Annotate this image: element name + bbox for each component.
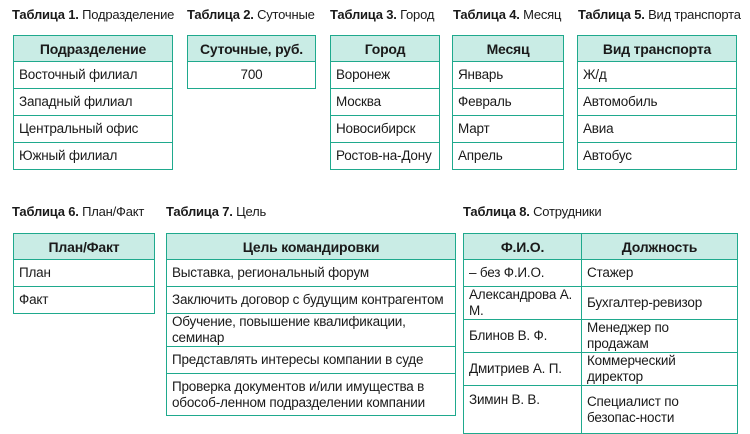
- caption-number: Таблица 6.: [12, 204, 79, 219]
- table-cell: Представлять интересы компании в суде: [167, 347, 456, 374]
- table-cell: Воронеж: [331, 62, 440, 89]
- table-cell: Заключить договор с будущим контрагентом: [167, 287, 456, 314]
- caption-name: Город: [400, 7, 435, 22]
- table-cell: Обучение, повышение квалификации, семинар: [167, 314, 456, 347]
- table-subdivision: [13, 35, 173, 170]
- table-per-diem: [187, 35, 316, 89]
- table-header-fio: Ф.И.О.: [464, 234, 582, 260]
- table-header-position: Должность: [582, 234, 738, 260]
- table-cell: Автобус: [578, 143, 737, 170]
- table-cell-fio: Дмитриев А. П.: [464, 353, 582, 386]
- table-row: [464, 260, 738, 287]
- table-header: Город: [331, 36, 440, 62]
- table-month: [452, 35, 564, 170]
- table-cell-position: Стажер: [582, 260, 738, 287]
- table-row: [464, 287, 738, 320]
- caption-table-2: [187, 7, 315, 23]
- table-cell-position: Менеджер по продажам: [582, 320, 738, 353]
- table-purpose: [166, 233, 456, 416]
- caption-name: Сотрудники: [533, 204, 602, 219]
- table-cell: Восточный филиал: [14, 62, 173, 89]
- table-cell-fio: Зимин В. В.: [464, 386, 582, 434]
- caption-number: Таблица 3.: [330, 7, 397, 22]
- table-cell-fio: – без Ф.И.О.: [464, 260, 582, 287]
- table-cell: Факт: [14, 287, 155, 314]
- caption-name: Подразделение: [82, 7, 175, 22]
- table-cell: Авиа: [578, 116, 737, 143]
- table-row: [464, 353, 738, 386]
- caption-table-4: [453, 7, 561, 23]
- caption-name: Месяц: [523, 7, 562, 22]
- caption-table-7: [166, 204, 266, 220]
- table-header: Вид транспорта: [578, 36, 737, 62]
- caption-table-3: [330, 7, 434, 23]
- table-cell: Выставка, региональный форум: [167, 260, 456, 287]
- table-transport: [577, 35, 737, 170]
- table-cell: Апрель: [453, 143, 564, 170]
- table-cell: Москва: [331, 89, 440, 116]
- caption-name: Вид транспорта: [648, 7, 741, 22]
- table-header: Месяц: [453, 36, 564, 62]
- table-cell: Февраль: [453, 89, 564, 116]
- table-cell: Южный филиал: [14, 143, 173, 170]
- table-cell: Автомобиль: [578, 89, 737, 116]
- table-header: Цель командировки: [167, 234, 456, 260]
- caption-table-8: [463, 204, 601, 220]
- table-row: [464, 386, 738, 434]
- caption-name: Суточные: [257, 7, 315, 22]
- table-header: Суточные, руб.: [188, 36, 316, 62]
- caption-table-1: [12, 7, 174, 23]
- caption-number: Таблица 4.: [453, 7, 520, 22]
- caption-number: Таблица 1.: [12, 7, 79, 22]
- table-cell-fio: Александрова А. М.: [464, 287, 582, 320]
- table-cell: Ростов-на-Дону: [331, 143, 440, 170]
- table-header: Подразделение: [14, 36, 173, 62]
- table-cell: Проверка документов и/или имущества в обособ-ленном подразделении компании: [167, 374, 456, 416]
- caption-number: Таблица 2.: [187, 7, 254, 22]
- table-city: [330, 35, 440, 170]
- table-cell: Ж/д: [578, 62, 737, 89]
- caption-table-6: [12, 204, 144, 220]
- caption-number: Таблица 8.: [463, 204, 530, 219]
- table-cell: Западный филиал: [14, 89, 173, 116]
- table-cell: Центральный офис: [14, 116, 173, 143]
- table-header: План/Факт: [14, 234, 155, 260]
- table-cell-fio: Блинов В. Ф.: [464, 320, 582, 353]
- table-cell-position: Бухгалтер-ревизор: [582, 287, 738, 320]
- table-cell-position: Коммерческий директор: [582, 353, 738, 386]
- table-plan-fact: [13, 233, 155, 314]
- table-cell-position: Специалист по безопас-ности: [582, 386, 738, 434]
- caption-number: Таблица 5.: [578, 7, 645, 22]
- table-employees: [463, 233, 738, 434]
- table-cell: 700: [188, 62, 316, 89]
- table-cell: Новосибирск: [331, 116, 440, 143]
- caption-number: Таблица 7.: [166, 204, 233, 219]
- caption-name: Цель: [236, 204, 267, 219]
- table-cell: План: [14, 260, 155, 287]
- caption-name: План/Факт: [82, 204, 145, 219]
- table-row: [464, 320, 738, 353]
- table-cell: Март: [453, 116, 564, 143]
- table-cell: Январь: [453, 62, 564, 89]
- caption-table-5: [578, 7, 741, 23]
